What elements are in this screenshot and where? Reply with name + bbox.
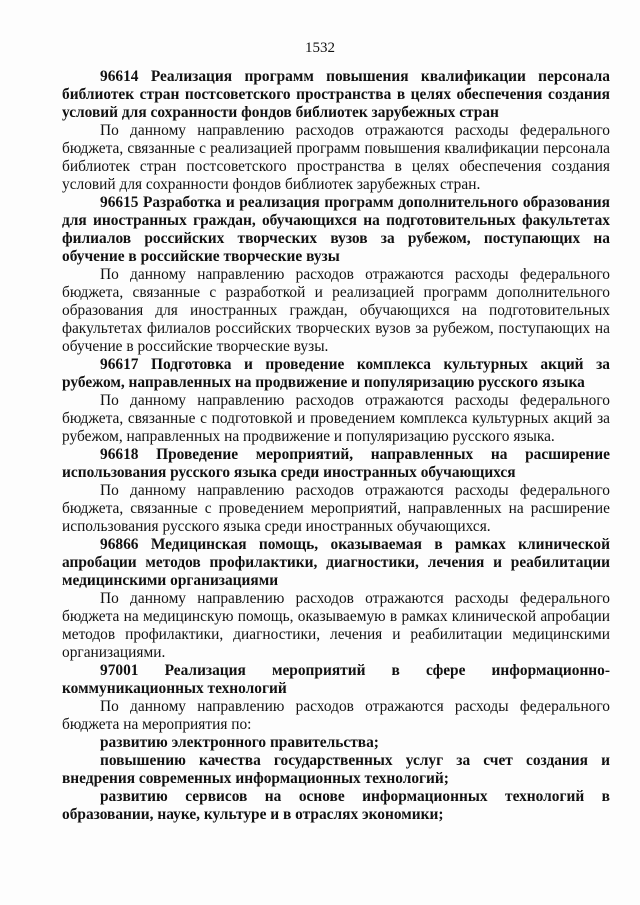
paragraph-97001-description: По данному направлению расходов отражаются расходы федерального бюджета на мероприятия по: <box>62 698 610 733</box>
heading-96615: 96615 Разработка и реализация программ дополнительного образования для иностранных граждан, обучающихся на подготовительных факультетах филиалов российских творческих вузов за рубежом, поступающих на обучение в российские творческие вузы <box>62 194 610 265</box>
paragraph-96615-description: По данному направлению расходов отражаются расходы федерального бюджета, связанные с разработкой и реализацией программ дополнительного образования для иностранных граждан, обучающихся на подготовительных факультетах филиалов российских творческих вузов за рубежом, поступающих на обучение в российские творческие вузы. <box>62 266 610 355</box>
list-item-public-services-quality: повышению качества государственных услуг за счет создания и внедрения современных информационных технологий; <box>62 752 610 787</box>
page-number: 1532 <box>305 40 335 56</box>
paragraph-96618-description: По данному направлению расходов отражаются расходы федерального бюджета, связанные с проведением мероприятий, направленных на расширение использования русского языка среди иностранных обучающихся. <box>62 482 610 535</box>
heading-96617: 96617 Подготовка и проведение комплекса культурных акций за рубежом, направленных на продвижение и популяризацию русского языка <box>62 356 610 391</box>
heading-96866: 96866 Медицинская помощь, оказываемая в рамках клинической апробации методов профилактики, диагностики, лечения и реабилитации медицинскими организациями <box>62 536 610 589</box>
list-item-e-government: развитию электронного правительства; <box>100 734 379 751</box>
heading-96618: 96618 Проведение мероприятий, направленных на расширение использования русского языка среди иностранных обучающихся <box>62 446 610 481</box>
list-item-it-services-development: развитию сервисов на основе информационных технологий в образовании, науке, культуре и в отраслях экономики; <box>62 788 610 823</box>
paragraph-96866-description: По данному направлению расходов отражаются расходы федерального бюджета на медицинскую помощь, оказываемую в рамках клинической апробации методов профилактики, диагностики, лечения и реабилитации медицинскими организациями. <box>62 590 610 661</box>
paragraph-96617-description: По данному направлению расходов отражаются расходы федерального бюджета, связанные с подготовкой и проведением комплекса культурных акций за рубежом, направленных на продвижение и популяризацию русского языка. <box>62 392 610 445</box>
heading-96614: 96614 Реализация программ повышения квалификации персонала библиотек стран постсоветского пространства в целях обеспечения создания условий для сохранности фондов библиотек зарубежных стран <box>62 68 610 121</box>
paragraph-96614-description: По данному направлению расходов отражаются расходы федерального бюджета, связанные с реализацией программ повышения квалификации персонала библиотек стран постсоветского пространства в целях обеспечения создания условий для сохранности фондов библиотек зарубежных стран. <box>62 122 610 193</box>
document-body <box>62 68 610 824</box>
heading-97001: 97001 Реализация мероприятий в сфере информационно-коммуникационных технологий <box>62 662 610 697</box>
